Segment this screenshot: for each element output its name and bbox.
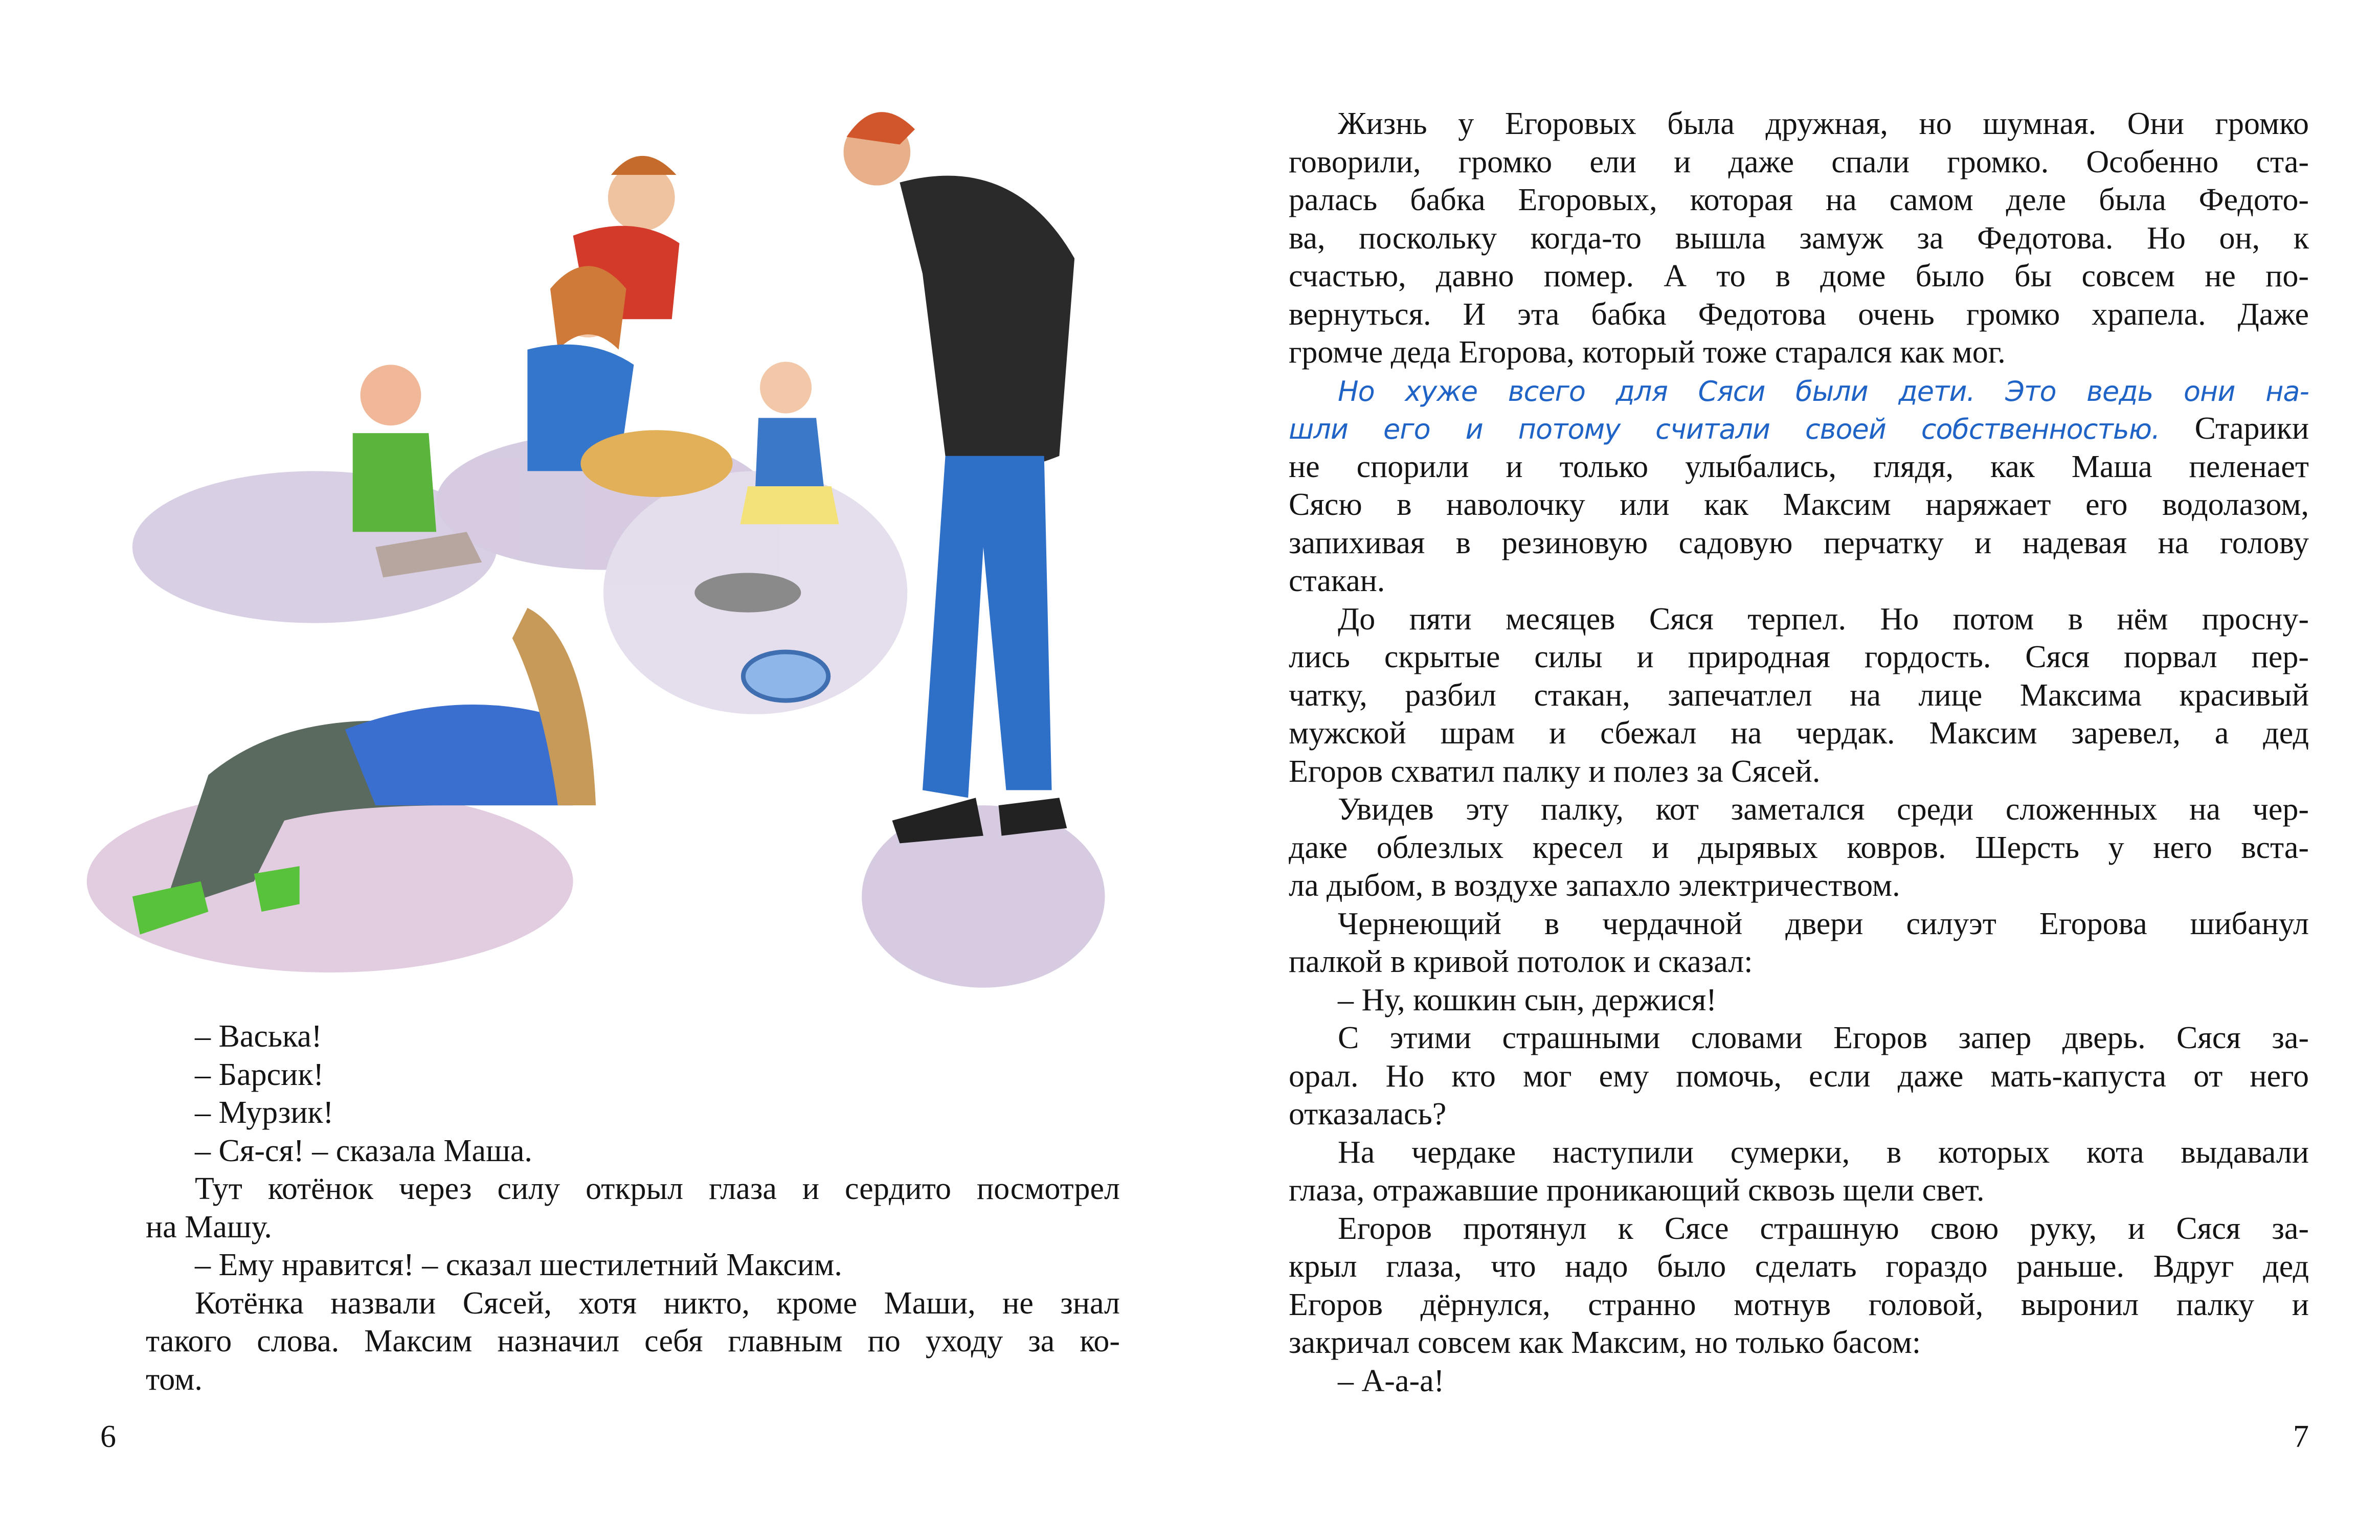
text-line — [1289, 143, 2309, 182]
line-text: такого слова. Максим назначил себя главным по уходу за ко- — [146, 1324, 1120, 1358]
text-line — [1289, 333, 2309, 372]
line-text: – Ну, кошкин сын, держися! — [1338, 982, 1717, 1017]
text-line — [1289, 372, 2309, 410]
line-text: – Барсик! — [195, 1057, 324, 1092]
line-text: На чердаке наступили сумерки, в которых кота выдавали — [1338, 1135, 2309, 1170]
line-text: – Васька! — [195, 1019, 322, 1054]
text-line — [1289, 1248, 2309, 1286]
text-line — [1289, 219, 2309, 258]
toddler — [740, 361, 839, 524]
text-line — [1289, 448, 2309, 486]
line-text: лись скрытые силы и природная гордость. Сяся порвал пер- — [1289, 640, 2309, 674]
text-line — [1289, 867, 2309, 905]
line-text: С этими страшными словами Егоров запер дверь. Сяся за- — [1338, 1021, 2309, 1055]
text-line — [146, 1208, 1120, 1247]
line-text: вернуться. И эта бабка Федотова очень громко храпела. Даже — [1289, 297, 2309, 332]
line-text: До пяти месяцев Сяся терпел. Но потом в нём просну- — [1338, 601, 2309, 637]
line-text: на Машу. — [146, 1209, 272, 1244]
line-text: – Ему нравится! – сказал шестилетний Максим. — [195, 1248, 842, 1282]
text-line — [1289, 1171, 2309, 1210]
text-line — [1289, 600, 2309, 639]
line-text: закричал совсем как Максим, но только басом: — [1289, 1325, 1921, 1360]
text-line — [146, 1170, 1120, 1208]
standing-grandfather — [843, 112, 1074, 843]
text-line — [1289, 1134, 2309, 1172]
line-text: мужской шрам и сбежал на чердак. Максим заревел, а дед — [1289, 716, 2309, 751]
text-line — [1289, 257, 2309, 296]
text-line — [1289, 1286, 2309, 1324]
line-text: говорили, громко ели и даже спали громко. Особенно ста- — [1289, 144, 2309, 179]
text-line — [1289, 296, 2309, 334]
highlighted-text: Но хуже всего для Сяси были дети. Это ведь они на- — [1338, 375, 2309, 407]
text-line — [1289, 1057, 2309, 1096]
line-text: не спорили и только улыбались, глядя, как Маша пеленает — [1289, 449, 2309, 484]
line-text: даке облезлых кресел и дырявых ковров. Шерсть у него вста- — [1289, 830, 2309, 865]
line-text: Котёнка назвали Сясей, хотя никто, кроме Маши, не знал — [195, 1285, 1120, 1321]
text-line — [146, 1132, 1120, 1170]
text-line — [146, 1094, 1120, 1132]
line-text: орал. Но кто мог ему помочь, если даже мать-капуста от него — [1289, 1058, 2309, 1094]
text-line — [146, 1056, 1120, 1094]
line-text: – Мурзик! — [195, 1095, 334, 1130]
text-line — [1289, 524, 2309, 562]
text-line — [146, 1246, 1120, 1284]
line-text: чатку, разбил стакан, запечатлел на лице Максима красивый — [1289, 677, 2309, 713]
floor-shadow — [87, 790, 573, 972]
line-text: Егоров схватил палку и полез за Сясей. — [1289, 754, 1821, 789]
text-line — [1289, 105, 2309, 143]
text-line — [1289, 981, 2309, 1020]
line-text: том. — [146, 1362, 203, 1397]
line-text: запихивая в резиновую садовую перчатку и надевая на голову — [1289, 525, 2309, 560]
page-number-right: 7 — [2293, 1419, 2309, 1454]
text-line — [146, 1017, 1120, 1056]
line-text: – Ся-ся! – сказала Маша. — [195, 1133, 532, 1168]
text-line — [1289, 638, 2309, 676]
text-line — [1289, 486, 2309, 524]
text-line — [1289, 181, 2309, 219]
text-line — [1289, 1210, 2309, 1248]
line-text: Егоров протянул к Сясе страшную свою руку, и Сяся за- — [1338, 1211, 2309, 1246]
line-text: Тут котёнок через силу открыл глаза и сердито посмотрел — [195, 1171, 1120, 1206]
text-line — [146, 1284, 1120, 1323]
highlighted-text: шли его и потому считали своей собственностью. — [1289, 413, 2160, 445]
text-line — [1289, 1324, 2309, 1362]
line-text: Чернеющий в чердачной двери силуэт Егорова шибанул — [1338, 906, 2309, 941]
line-text: громче деда Егорова, который тоже старался как мог. — [1289, 335, 2006, 370]
line-text: стакан. — [1289, 563, 1385, 598]
line-text: ла дыбом, в воздухе запахло электричеством. — [1289, 868, 1900, 903]
page-number-left: 6 — [100, 1419, 116, 1454]
text-line — [1289, 753, 2309, 791]
line-text: – А-а-а! — [1338, 1363, 1445, 1398]
line-text: Старики — [2160, 411, 2309, 446]
text-line — [1289, 562, 2309, 600]
left-page-text — [146, 1017, 1120, 1398]
line-text: ралась бабка Егоровых, которая на самом деле была Федото- — [1289, 183, 2309, 217]
line-text: Увидев эту палку, кот заметался среди сложенных на чер- — [1338, 792, 2309, 827]
line-text: Сясю в наволочку или как Максим наряжает его водолазом, — [1289, 487, 2309, 522]
text-line — [1289, 714, 2309, 753]
text-line — [1289, 1362, 2309, 1400]
line-text: Егоров дёрнулся, странно мотнув головой, выронил палку и — [1289, 1287, 2309, 1322]
line-text: глаза, отражавшие проникающий сквозь щели свет. — [1289, 1173, 1985, 1208]
line-text: Жизнь у Егоровых была дружная, но шумная. Они громко — [1338, 106, 2309, 141]
line-text: отказалась? — [1289, 1097, 1447, 1131]
right-page-text — [1289, 105, 2309, 1400]
text-line — [1289, 1095, 2309, 1134]
text-line — [1289, 790, 2309, 829]
text-line — [1289, 829, 2309, 867]
text-line — [1289, 905, 2309, 943]
text-line — [146, 1361, 1120, 1399]
text-line — [1289, 1019, 2309, 1057]
line-text: палкой в кривой потолок и сказал: — [1289, 944, 1753, 979]
text-line — [146, 1322, 1120, 1361]
text-line — [1289, 410, 2309, 448]
text-line — [1289, 676, 2309, 715]
illustration-children-and-kitten — [72, 87, 1135, 1007]
line-text: крыл глаза, что надо было сделать гораздо раньше. Вдруг дед — [1289, 1249, 2309, 1284]
line-text: ва, поскольку когда-то вышла замуж за Федотова. Но он, к — [1289, 220, 2309, 256]
text-line — [1289, 943, 2309, 981]
line-text: счастью, давно помер. А то в доме было бы совсем не по- — [1289, 259, 2309, 293]
